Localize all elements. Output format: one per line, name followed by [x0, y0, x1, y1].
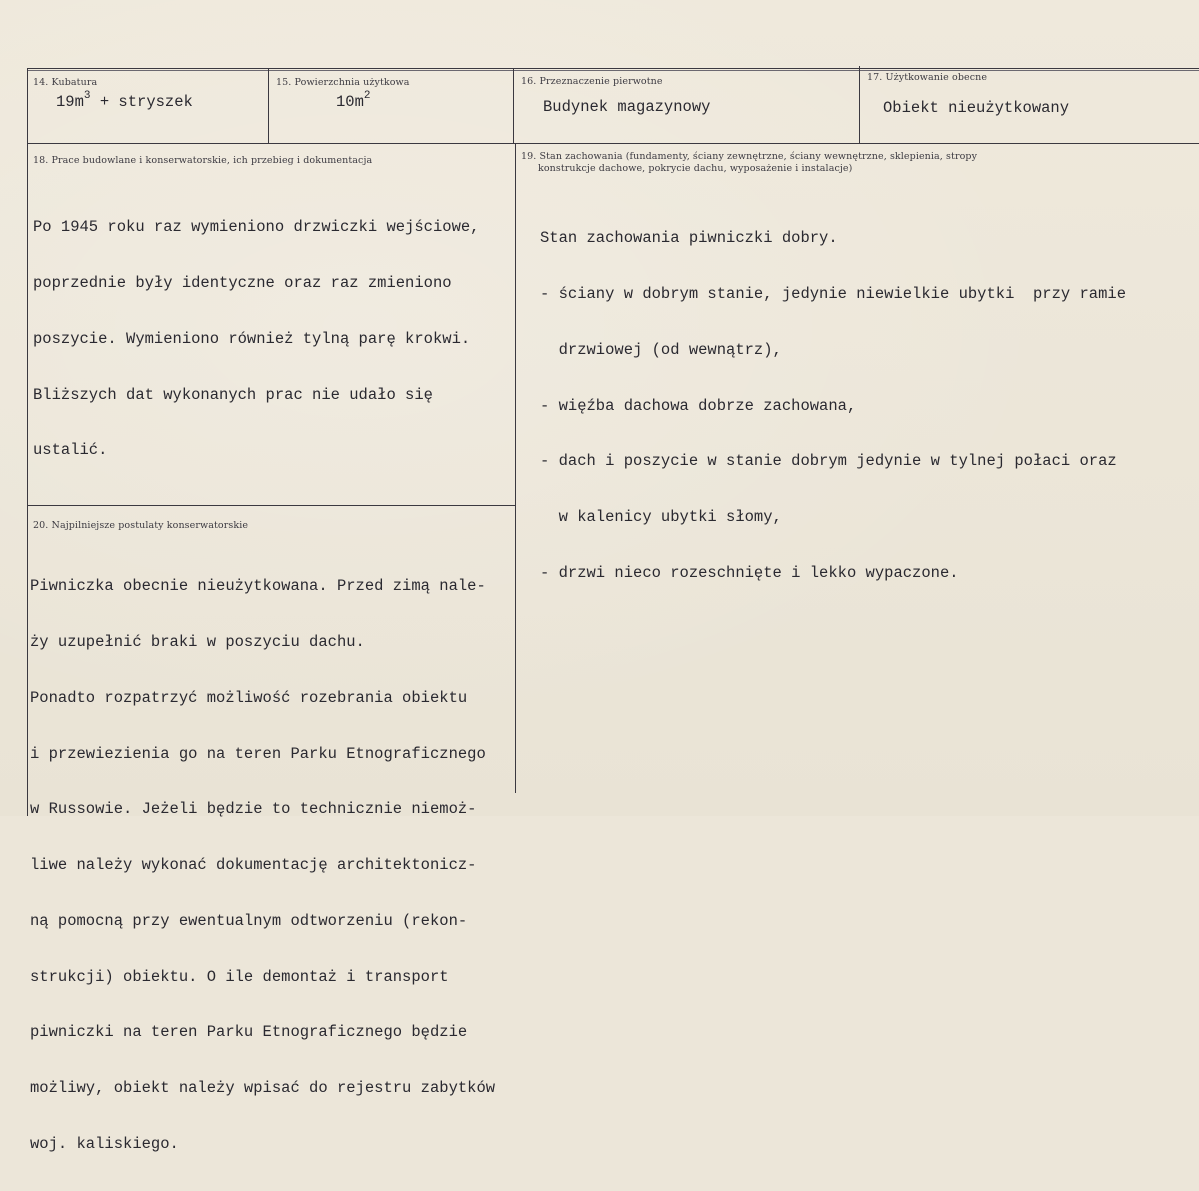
field-19-text — [540, 192, 1126, 620]
field-14-value-base: 19m — [56, 93, 84, 111]
field-19-line: - drzwi nieco rozeschnięte i lekko wypaczone. — [540, 563, 959, 582]
field-20-line: możliwy, obiekt należy wpisać do rejestru zabytków — [30, 1079, 496, 1098]
field-19-label-line1: 19. Stan zachowania (fundamenty, ściany zewnętrzne, ściany wewnętrzne, sklepienia, stropy — [521, 151, 978, 162]
field-19-line: - dach i poszycie w stanie dobrym jedynie w tylnej połaci oraz — [540, 452, 1117, 471]
field-15-label: 15. Powierzchnia użytkowa — [276, 77, 410, 88]
field-20-line: Piwniczka obecnie nieużytkowana. Przed zimą nale- — [30, 577, 486, 596]
main-column-divider — [515, 143, 516, 793]
field-18-line: Bliższych dat wykonanych prac nie udało się — [33, 385, 433, 404]
divider-14-15 — [268, 68, 269, 144]
field-20-line: i przewiezienia go na teren Parku Etnograficznego — [30, 744, 486, 763]
field-20-line: ży uzupełnić braki w poszyciu dachu. — [30, 632, 365, 651]
field-17-value: Obiekt nieużytkowany — [883, 99, 1070, 117]
field-18-text — [33, 181, 479, 497]
field-14-value-sup: 3 — [83, 89, 91, 102]
field-20-line: strukcji) obiektu. O ile demontaż i transport — [30, 967, 449, 986]
row1-bottom-line — [27, 143, 1199, 144]
field-17-label: 17. Użytkowanie obecne — [867, 72, 988, 83]
field-18-line: poszycie. Wymieniono również tylną parę krokwi. — [33, 329, 471, 348]
left-border-line — [27, 68, 28, 816]
top-border-line — [27, 68, 1199, 69]
field-20-line: piwniczki na teren Parku Etnograficznego będzie — [30, 1023, 468, 1042]
field-16-value: Budynek magazynowy — [543, 98, 711, 116]
field-19-line: - ściany w dobrym stanie, jedynie niewielkie ubytki przy ramie — [540, 284, 1126, 303]
field-19-line: - więźba dachowa dobrze zachowana, — [540, 396, 857, 415]
divider-15-16 — [513, 68, 514, 144]
field-15-value — [336, 89, 371, 112]
field-19-line: Stan zachowania piwniczki dobry. — [540, 229, 838, 248]
field-14-label: 14. Kubatura — [33, 77, 98, 88]
field-18-line: poprzednie były identyczne oraz raz zmieniono — [33, 273, 452, 292]
field-19-line: w kalenicy ubytki słomy, — [540, 508, 782, 527]
field-20-label: 20. Najpilniejsze postulaty konserwatorskie — [33, 520, 249, 531]
field-14-value-rest: + stryszek — [90, 93, 193, 111]
row2-bottom-line — [27, 505, 515, 506]
field-16-label: 16. Przeznaczenie pierwotne — [521, 76, 663, 87]
field-20-line: woj. kaliskiego. — [30, 1135, 179, 1153]
divider-16-17 — [859, 66, 860, 144]
field-19-label-line2: konstrukcje dachowe, pokrycie dachu, wyposażenie i instalacje) — [538, 163, 853, 174]
field-20-line: ną pomocną przy ewentualnym odtworzeniu (rekon- — [30, 911, 468, 930]
field-20-text — [30, 540, 495, 1191]
field-20-line: Ponadto rozpatrzyć możliwość rozebrania obiektu — [30, 688, 468, 707]
field-18-line: ustalić. — [33, 441, 108, 460]
field-18-label: 18. Prace budowlane i konserwatorskie, ich przebieg i dokumentacja — [33, 155, 373, 166]
field-20-line: w Russowie. Jeżeli będzie to technicznie niemoż- — [30, 800, 477, 819]
field-14-value — [56, 89, 193, 112]
field-18-line: Po 1945 roku raz wymieniono drzwiczki wejściowe, — [33, 218, 480, 237]
field-15-value-base: 10m — [336, 93, 364, 111]
field-20-line: liwe należy wykonać dokumentację architektonicz- — [30, 856, 477, 875]
field-15-value-sup: 2 — [363, 89, 371, 102]
field-19-line: drzwiowej (od wewnątrz), — [540, 340, 782, 359]
